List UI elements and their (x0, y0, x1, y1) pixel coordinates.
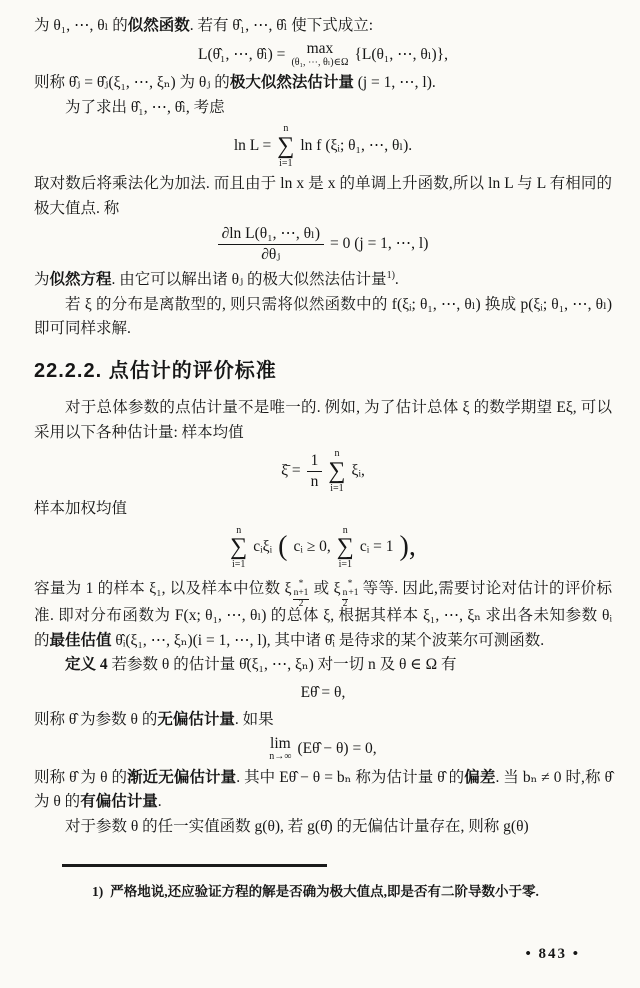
sum-upper-limit: n (283, 123, 289, 135)
fraction-numerator: ∂ln L(θ₁, ⋯, θₗ) (218, 224, 324, 245)
sum-operator (328, 448, 345, 494)
sample-median-notation (333, 574, 359, 610)
footnote (34, 879, 612, 905)
partial-derivative-fraction (218, 224, 324, 265)
sigma-symbol: ∑ (328, 457, 346, 484)
paragraph-estimator-not-unique (34, 396, 612, 445)
text-run: . (157, 793, 162, 811)
paragraph-mle-definition (34, 71, 612, 95)
sum-lower-limit: i=1 (330, 482, 344, 494)
paragraph-log-property (34, 172, 612, 221)
formula-rhs: ξᵢ, (351, 462, 365, 480)
formula-unbiasedness (34, 681, 612, 705)
text-run: 若参数 θ 的估计量 θ̂(ξ₁, ⋯, ξₙ) 对一切 n 及 θ ∈ Ω 有 (107, 656, 457, 674)
section-heading: 22.2.2. 点估计的评价标准 (34, 359, 277, 382)
sum-lower-limit: i=1 (279, 157, 293, 169)
text-run: 或 (309, 579, 334, 597)
condition-sum-to-one: cᵢ = 1 (359, 538, 394, 556)
max-domain: (θ₁, ⋯, θₗ)∈Ω (291, 56, 349, 68)
sum-upper-limit: n (334, 448, 340, 460)
fraction-denominator: ∂θⱼ (261, 246, 281, 264)
median-index-tail: +1 (348, 588, 359, 599)
formula-likelihood-equation (34, 224, 612, 265)
text-run: 则称 θ̂ 为参数 θ 的 (34, 711, 158, 729)
text-run: 为 (34, 271, 50, 289)
paragraph-unbiased-estimator (34, 708, 612, 732)
sigma-symbol: ∑ (230, 534, 248, 561)
median-index (342, 589, 359, 610)
median-scripts (293, 580, 310, 611)
weighted-term: cᵢξᵢ (253, 538, 273, 556)
condition-nonnegative: cᵢ ≥ 0, (293, 538, 331, 556)
paragraph-likelihood-intro (34, 14, 612, 38)
median-base: ξ (284, 579, 292, 597)
formula-rhs: (Eθ̂ − θ) = 0, (297, 739, 377, 757)
median-base: ξ (333, 579, 341, 597)
page-number: • 843 • (525, 946, 580, 962)
formula-weighted-mean (34, 525, 612, 571)
lim-subscript: n→∞ (269, 751, 292, 763)
footnote-text: 严格地说,还应验证方程的解是否确为极大值点,即是否有二阶导数小于零. (110, 884, 539, 899)
median-index-fraction (342, 589, 349, 610)
fraction-denominator: n (310, 472, 319, 490)
text-run: 取对数后将乘法化为加法. 而且由于 ln x 是 x 的单调上升函数,所以 ln L 与 L 有相同的极大值点. 称 (34, 175, 612, 217)
max-symbol: max (306, 40, 334, 58)
paragraph-discrete-case (34, 293, 612, 342)
formula-asymptotic-limit (34, 736, 612, 763)
fraction-numerator: n+1 (293, 588, 309, 599)
formula-max-likelihood (34, 41, 612, 68)
text-run: . 当 bₙ ≠ 0 时,称 θ̂ 为 θ 的 (34, 768, 612, 811)
sample-median-notation (284, 574, 310, 610)
sum-lower-limit: i=1 (231, 559, 246, 571)
formula-body: Eθ̂ = θ, (300, 683, 346, 701)
median-scripts (342, 580, 359, 611)
footnote-reference: 1) (386, 270, 395, 282)
sum-operator (277, 123, 294, 169)
formula-rhs: {L(θ₁, ⋯, θₗ)}, (354, 45, 448, 63)
footnote-rule (62, 864, 327, 867)
sum-upper-limit: n (342, 524, 348, 536)
term-biased-estimator: 有偏估计量 (80, 793, 158, 811)
term-mle-estimator: 极大似然法估计量 (229, 74, 354, 92)
sum-operator (230, 525, 247, 571)
definition-label: 定义 4 (65, 656, 108, 674)
close-paren: ), (399, 530, 416, 562)
formula-lhs: L(θ̂₁, ⋯, θ̂ₗ) = (198, 45, 286, 63)
text-run: 为 θ₁, ⋯, θₗ 的 (34, 17, 128, 34)
term-bias: 偏差 (464, 768, 496, 786)
formula-rhs: ln f (ξᵢ; θ₁, ⋯, θₗ). (300, 136, 413, 154)
formula-lhs: ξ̄ = (281, 462, 301, 480)
lim-symbol: lim (270, 734, 291, 752)
footnote-marker: 1) (92, 884, 104, 899)
median-star: * (298, 578, 304, 589)
term-best-estimate: 最佳估值 (49, 631, 112, 649)
text-run: 对于总体参数的点估计量不是唯一的. 例如, 为了估计总体 ξ 的数学期望 Eξ, 可以采用以下各种估计量: 样本均值 (34, 399, 612, 441)
text-run: . 其中 Eθ̂ − θ = bₙ 称为估计量 θ̂ 的 (236, 768, 465, 786)
formula-lhs: ln L = (233, 136, 272, 154)
paragraph-real-valued-function (34, 815, 612, 839)
term-asymptotically-unbiased: 渐近无偏估计量 (127, 768, 237, 786)
text-run: (j = 1, ⋯, l). (353, 74, 436, 92)
open-paren: ( (278, 530, 288, 562)
sigma-symbol: ∑ (336, 534, 354, 561)
text-run: 若 ξ 的分布是离散型的, 则只需将似然函数中的 f(ξᵢ; θ₁, ⋯, θₗ) 换成 p(ξᵢ; θ₁, ⋯, θₗ) 即可同样求解. (34, 295, 612, 338)
sigma-symbol: ∑ (277, 132, 295, 159)
text-run: . 若有 θ̂₁, ⋯, θ̂ₗ 使下式成立: (189, 17, 374, 34)
lim-operator (269, 736, 291, 763)
sum-lower-limit: i=1 (338, 559, 353, 571)
formula-sample-mean (34, 448, 612, 494)
footnote-block (34, 864, 612, 905)
text-run: 对于参数 θ 的任一实值函数 g(θ), 若 g(θ̂) 的无偏估计量存在, 则称 g(θ) (65, 817, 529, 835)
text-run: . 如果 (234, 711, 274, 729)
text-run: 则称 θ̂ 为 θ 的 (34, 768, 128, 786)
fraction-numerator: n (342, 588, 348, 599)
text-run: 容量为 1 的样本 ξ₁, 以及样本中位数 (34, 579, 285, 597)
formula-rhs: = 0 (j = 1, ⋯, l) (329, 235, 429, 253)
paragraph-likelihood-equation (34, 268, 612, 293)
text-run: 等等. 因此,需要讨论对估计的评价标准. 即对分布函数为 F(x; θ₁, ⋯, θₗ) 的总体 ξ, 根据其样本 ξ₁, ⋯, ξₙ 求出各未知参数 θᵢ 的 (34, 579, 612, 649)
formula-log-likelihood (34, 123, 612, 169)
fraction-denominator: 2 (298, 599, 304, 610)
text-run: . (394, 271, 399, 289)
term-likelihood-equation: 似然方程 (49, 271, 112, 289)
median-star: * (347, 578, 353, 589)
term-likelihood-function: 似然函数 (127, 17, 190, 34)
paragraph-weighted-mean-label (34, 497, 612, 521)
text-run: 样本加权均值 (34, 500, 128, 518)
max-operator (291, 41, 348, 68)
paragraph-to-find (34, 96, 612, 120)
fraction-numerator: 1 (307, 451, 323, 472)
one-over-n-fraction (307, 451, 323, 492)
text-run: 则称 θ̂ⱼ = θ̂ⱼ(ξ₁, ⋯, ξₙ) 为 θⱼ 的 (34, 74, 230, 92)
paragraph-definition-4 (34, 653, 612, 677)
text-run: 为了求出 θ̂₁, ⋯, θ̂ₗ, 考虑 (65, 98, 225, 116)
paragraph-asymptotic-unbiased (34, 766, 612, 815)
fraction-denominator: 2 (342, 599, 348, 610)
term-unbiased-estimator: 无偏估计量 (157, 711, 235, 729)
paragraph-median-and-criteria (34, 574, 612, 654)
text-run: θ̂ᵢ(ξ₁, ⋯, ξₙ)(i = 1, ⋯, l), 其中诸 θ̂ᵢ 是待求的某个波莱尔可测函数. (111, 631, 545, 649)
sum-upper-limit: n (236, 524, 242, 536)
sum-operator (337, 525, 354, 571)
text-run: . 由它可以解出诸 θⱼ 的极大似然法估计量 (111, 271, 387, 289)
median-index-fraction (293, 589, 310, 610)
